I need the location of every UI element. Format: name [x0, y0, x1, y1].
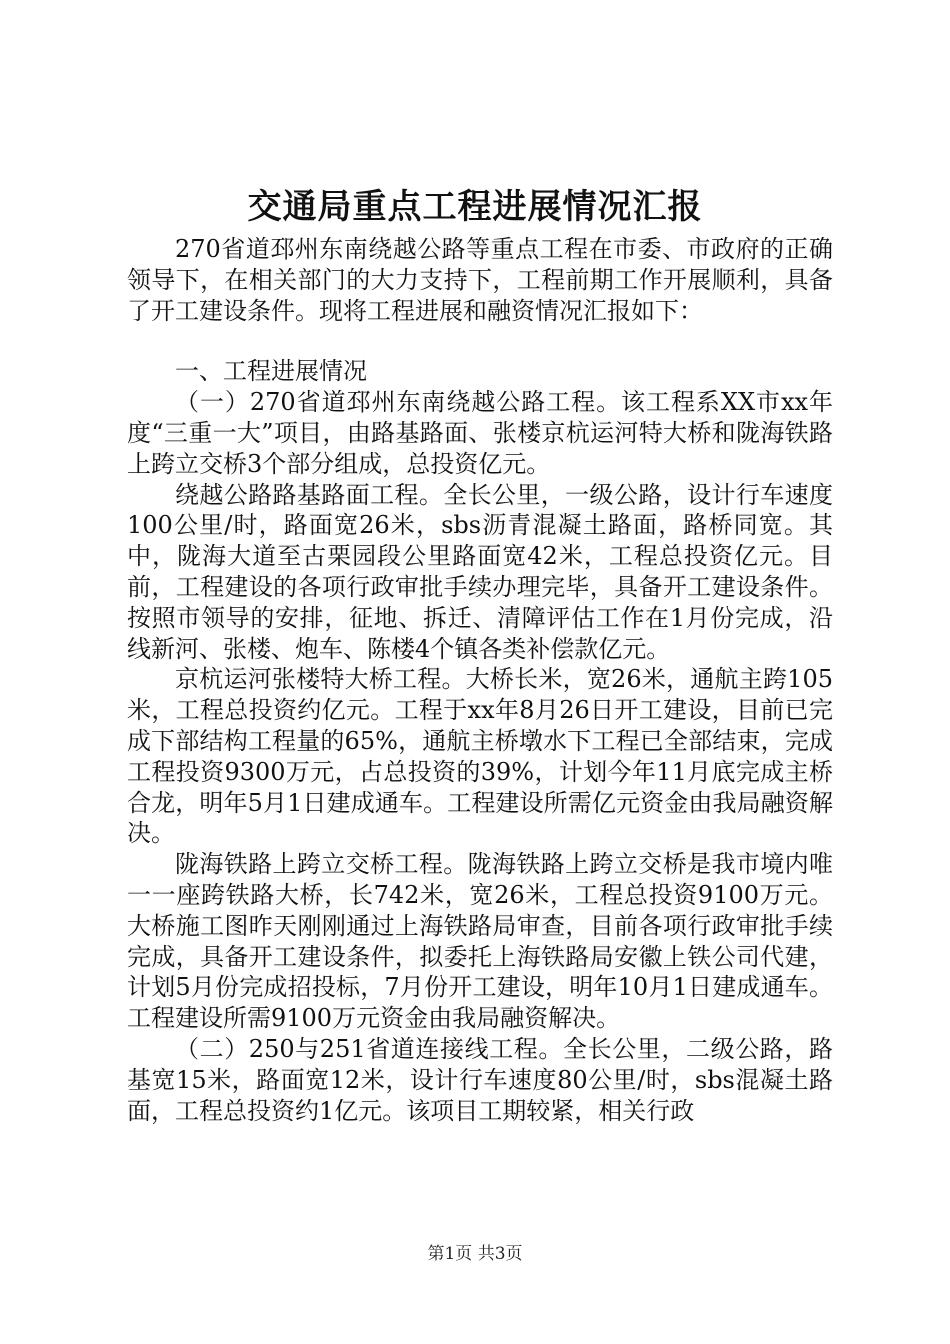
body-paragraph: （二）250与251省道连接线工程。全长公里，二级公路，路基宽15米，路面宽12米，设计行车速度80公里/时，sbs混凝土路面，工程总投资约1亿元。该项目工期较紧，相关行政 — [127, 1034, 833, 1125]
body-paragraph: 陇海铁路上跨立交桥工程。陇海铁路上跨立交桥是我市境内唯一一座跨铁路大桥，长742米，宽26米，工程总投资9100万元。大桥施工图昨天刚刚通过上海铁路局审查，目前各项行政审批手续完成，具备开工建设条件，拟委托上海铁路局安徽上铁公司代建，计划5月份完成招投标，7月份开工建设，明年10月1日建成通车。工程建设所需9100万元资金由我局融资解决。 — [127, 850, 833, 1033]
body-paragraph: （一）270省道邳州东南绕越公路工程。该工程系XX市xx年度“三重一大”项目，由路基路面、张楼京杭运河特大桥和陇海铁路上跨立交桥3个部分组成，总投资亿元。 — [127, 388, 833, 478]
section-heading: 一、工程进展情况 — [175, 357, 367, 386]
document-title: 交通局重点工程进展情况汇报 — [247, 187, 703, 227]
document-body — [127, 234, 833, 1126]
body-paragraph: 京杭运河张楼特大桥工程。大桥长米，宽26米，通航主跨105米，工程总投资约亿元。工程于xx年8月26日开工建设，目前已完成下部结构工程量的65%，通航主桥墩水下工程已全部结束，完成工程投资9300万元，占总投资的39%，计划今年11月底完成主桥合龙，明年5月1日建成通车。工程建设所需亿元资金由我局融资解决。 — [127, 665, 833, 848]
page-footer: 第1页 共3页 — [427, 1244, 523, 1264]
body-paragraph: 绕越公路路基路面工程。全长公里，一级公路，设计行车速度100公里/时，路面宽26米，sbs沥青混凝土路面，路桥同宽。其中，陇海大道至古栗园段公里路面宽42米，工程总投资亿元。目前，工程建设的各项行政审批手续办理完毕，具备开工建设条件。按照市领导的安排，征地、拆迁、清障评估工作在1月份完成，沿线新河、张楼、炮车、陈楼4个镇各类补偿款亿元。 — [127, 480, 833, 663]
intro-paragraph: 270省道邳州东南绕越公路等重点工程在市委、市政府的正确领导下，在相关部门的大力支持下，工程前期工作开展顺利，具备了开工建设条件。现将工程进展和融资情况汇报如下： — [127, 235, 833, 325]
